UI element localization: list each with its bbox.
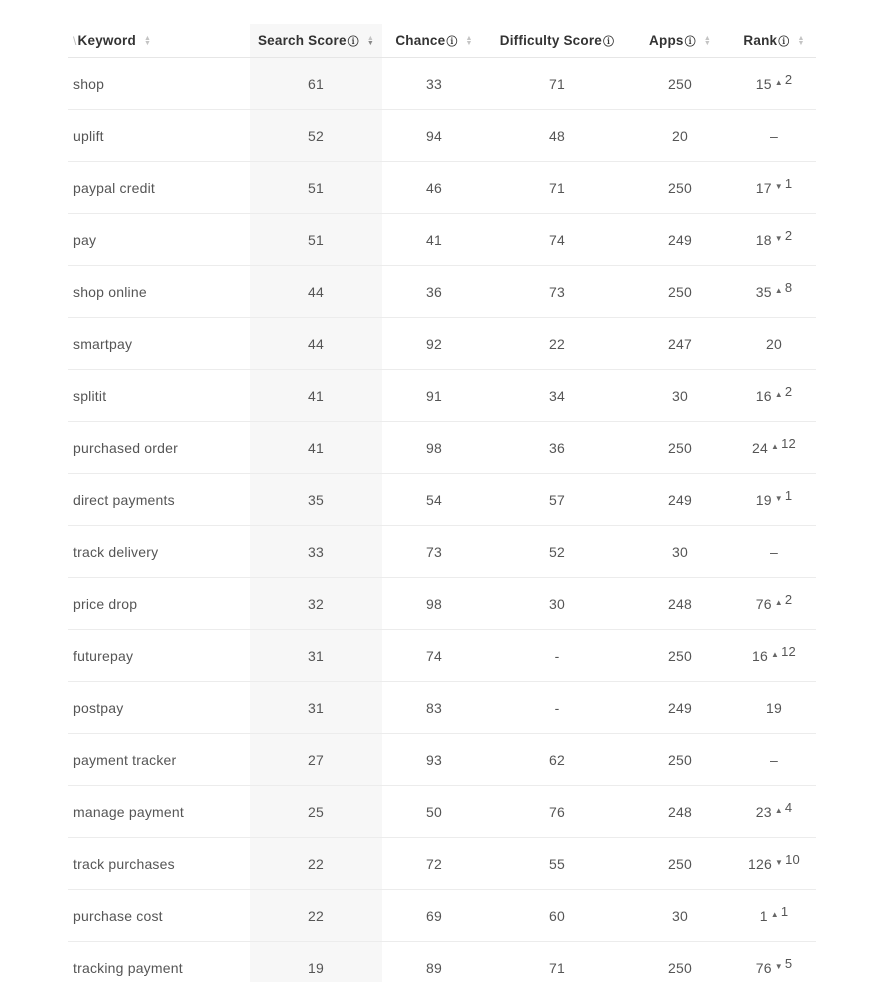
- apps-cell: 250: [668, 283, 692, 300]
- rank-change: 10: [785, 851, 800, 867]
- triangle-up-icon: ▲: [774, 285, 783, 295]
- difficulty-cell: 74: [549, 231, 565, 248]
- table-row[interactable]: [68, 786, 816, 838]
- keyword-cell[interactable]: splitit: [73, 387, 107, 404]
- triangle-up-icon: ▲: [774, 805, 783, 815]
- difficulty-cell: 71: [549, 959, 565, 976]
- apps-cell: 248: [668, 803, 692, 820]
- sort-arrows-icon[interactable]: ▲ ▼: [143, 34, 152, 47]
- rank-cell: [732, 903, 816, 924]
- search-score-cell: 44: [308, 335, 324, 352]
- rank-value: 35: [755, 283, 772, 300]
- chance-cell: 94: [426, 127, 442, 144]
- triangle-up-icon: ▲: [770, 649, 780, 659]
- keyword-cell[interactable]: futurepay: [73, 647, 134, 664]
- rank-value-group: [755, 71, 793, 92]
- chance-cell: 54: [426, 491, 442, 508]
- rank-change: 12: [781, 435, 796, 451]
- triangle-up-icon: ▲: [774, 597, 783, 607]
- apps-cell: 248: [668, 595, 692, 612]
- chance-cell: 93: [426, 751, 442, 768]
- search-score-cell: 22: [308, 855, 324, 872]
- keyword-cell[interactable]: shop online: [73, 283, 147, 300]
- keyword-cell[interactable]: shop: [73, 75, 105, 92]
- difficulty-cell: 52: [549, 543, 565, 560]
- chance-cell: 83: [426, 699, 442, 716]
- rank-change: 2: [784, 591, 793, 607]
- rank-value: 15: [755, 75, 772, 92]
- rank-cell: [732, 279, 816, 300]
- rank-cell: [732, 336, 816, 352]
- rank-value: 19: [755, 491, 772, 508]
- rank-value: 20: [766, 335, 782, 352]
- table-row[interactable]: [68, 630, 816, 682]
- apps-cell: 250: [668, 751, 692, 768]
- rank-change: 4: [784, 799, 793, 815]
- table-row[interactable]: [68, 266, 816, 318]
- chance-cell: 89: [426, 959, 442, 976]
- chance-cell: 98: [426, 595, 442, 612]
- search-score-cell: 51: [308, 179, 324, 196]
- difficulty-cell: 48: [549, 127, 565, 144]
- triangle-down-icon: ▼: [774, 961, 783, 971]
- search-score-cell: 44: [308, 283, 324, 300]
- rank-value: 126: [748, 855, 772, 872]
- rank-value: 18: [755, 231, 772, 248]
- keyword-cell[interactable]: postpay: [73, 699, 124, 716]
- rank-value-group: [770, 128, 778, 144]
- sort-arrows-icon[interactable]: ▲ ▼: [366, 34, 375, 47]
- apps-cell: 250: [668, 179, 692, 196]
- rank-cell: [732, 799, 816, 820]
- search-score-cell: 22: [308, 907, 324, 924]
- search-score-cell: 51: [308, 231, 324, 248]
- rank-change: 1: [784, 175, 793, 191]
- triangle-up-icon: ▲: [774, 77, 783, 87]
- rank-value: 16: [752, 647, 768, 664]
- search-score-cell: 31: [308, 699, 324, 716]
- difficulty-cell: 62: [549, 751, 565, 768]
- difficulty-cell: 30: [549, 595, 565, 612]
- chance-cell: 72: [426, 855, 442, 872]
- header-difficulty-label: Difficulty Score: [499, 33, 603, 48]
- header-keyword-label: Keyword: [77, 33, 136, 48]
- sort-arrows-icon[interactable]: ▲ ▼: [703, 34, 711, 47]
- rank-value: –: [770, 543, 778, 560]
- rank-cell: [732, 128, 816, 144]
- rank-cell: [732, 700, 816, 716]
- difficulty-cell: 36: [549, 439, 565, 456]
- rank-value-group: [755, 383, 793, 404]
- keyword-table: [68, 24, 816, 993]
- table-row[interactable]: [68, 474, 816, 526]
- rank-cell: [732, 591, 816, 612]
- keyword-cell[interactable]: purchased order: [73, 439, 178, 456]
- difficulty-cell: 71: [549, 75, 565, 92]
- rank-value: 16: [755, 387, 772, 404]
- help-circle-icon[interactable]: ⓘ: [446, 35, 458, 48]
- keyword-cell[interactable]: tracking payment: [73, 959, 183, 976]
- rank-value-group: [755, 591, 793, 612]
- help-circle-icon[interactable]: ⓘ: [603, 35, 615, 48]
- triangle-down-icon: ▼: [774, 493, 783, 503]
- rank-value-group: [770, 544, 778, 560]
- table-header: [68, 24, 816, 58]
- chance-cell: 41: [426, 231, 442, 248]
- header-rank[interactable]: [732, 33, 816, 49]
- apps-cell: 20: [672, 127, 688, 144]
- keyword-cell[interactable]: manage payment: [73, 803, 184, 820]
- keyword-cell[interactable]: track purchases: [73, 855, 175, 872]
- chance-cell: 36: [426, 283, 442, 300]
- triangle-down-icon: ▼: [774, 233, 783, 243]
- chance-cell: 33: [426, 75, 442, 92]
- rank-change: 2: [784, 71, 793, 87]
- apps-cell: 249: [668, 231, 692, 248]
- difficulty-cell: -: [554, 647, 560, 664]
- apps-cell: 247: [668, 335, 692, 352]
- apps-cell: 250: [668, 75, 692, 92]
- table-row[interactable]: [68, 422, 816, 474]
- table-row[interactable]: [68, 318, 816, 370]
- table-row[interactable]: [68, 890, 816, 942]
- apps-cell: 250: [668, 855, 692, 872]
- apps-cell: 249: [668, 491, 692, 508]
- apps-cell: 250: [668, 439, 692, 456]
- header-search-score[interactable]: [250, 33, 382, 49]
- difficulty-cell: 55: [549, 855, 565, 872]
- table-row[interactable]: [68, 58, 816, 110]
- keyword-cell[interactable]: payment tracker: [73, 751, 177, 768]
- rank-value-group: [752, 435, 796, 456]
- search-score-cell: 41: [308, 439, 324, 456]
- header-apps[interactable]: [628, 33, 732, 49]
- chance-cell: 91: [426, 387, 442, 404]
- rank-cell: [732, 435, 816, 456]
- apps-cell: 30: [672, 907, 688, 924]
- rank-value-group: [770, 752, 778, 768]
- rank-value: 1: [759, 907, 768, 924]
- keyword-cell[interactable]: paypal credit: [73, 179, 155, 196]
- difficulty-cell: 57: [549, 491, 565, 508]
- rank-change: 2: [784, 227, 793, 243]
- rank-change: 1: [784, 487, 793, 503]
- keyword-cell[interactable]: direct payments: [73, 491, 175, 508]
- search-score-cell: 27: [308, 751, 324, 768]
- rank-cell: [732, 383, 816, 404]
- rank-value-group: [755, 955, 793, 976]
- help-circle-icon[interactable]: ⓘ: [684, 35, 696, 48]
- rank-value: 76: [755, 959, 772, 976]
- search-score-cell: 19: [308, 959, 324, 976]
- rank-cell: [732, 752, 816, 768]
- rank-value-group: [766, 336, 782, 352]
- apps-cell: 250: [668, 959, 692, 976]
- triangle-up-icon: ▲: [770, 909, 779, 919]
- rank-cell: [732, 175, 816, 196]
- table-row[interactable]: [68, 682, 816, 734]
- table-row[interactable]: [68, 526, 816, 578]
- table-row[interactable]: [68, 214, 816, 266]
- difficulty-cell: 60: [549, 907, 565, 924]
- rank-cell: [732, 71, 816, 92]
- rank-cell: [732, 851, 816, 872]
- rank-change: 5: [784, 955, 793, 971]
- table-row[interactable]: [68, 838, 816, 890]
- search-score-cell: 31: [308, 647, 324, 664]
- header-apps-label: Apps: [649, 33, 684, 48]
- rank-value-group: [748, 851, 800, 872]
- apps-cell: 249: [668, 699, 692, 716]
- help-circle-icon[interactable]: ⓘ: [778, 35, 790, 48]
- rank-value-group: [755, 227, 793, 248]
- difficulty-cell: 76: [549, 803, 565, 820]
- rank-value-group: [755, 175, 793, 196]
- chance-cell: 46: [426, 179, 442, 196]
- rank-cell: [732, 544, 816, 560]
- header-rank-label: Rank: [743, 33, 778, 48]
- rank-value: 17: [755, 179, 772, 196]
- difficulty-cell: 73: [549, 283, 565, 300]
- table-row[interactable]: [68, 110, 816, 162]
- rank-cell: [732, 643, 816, 664]
- chance-cell: 69: [426, 907, 442, 924]
- search-score-cell: 41: [308, 387, 324, 404]
- rank-value: –: [770, 751, 778, 768]
- chance-cell: 74: [426, 647, 442, 664]
- header-keyword[interactable]: [68, 33, 250, 48]
- header-chance[interactable]: [382, 33, 486, 49]
- rank-value: 23: [755, 803, 772, 820]
- rank-value-group: [766, 700, 782, 716]
- rank-change: 8: [784, 279, 793, 295]
- header-search-score-label: Search Score: [257, 33, 347, 48]
- keyword-cell[interactable]: purchase cost: [73, 907, 163, 924]
- rank-value-group: [755, 799, 793, 820]
- sort-arrows-icon[interactable]: ▲ ▼: [797, 34, 805, 47]
- triangle-down-icon: ▼: [774, 857, 784, 867]
- apps-cell: 250: [668, 647, 692, 664]
- rank-value-group: [755, 487, 793, 508]
- keyword-cell[interactable]: uplift: [73, 127, 104, 144]
- chance-cell: 73: [426, 543, 442, 560]
- search-score-cell: 32: [308, 595, 324, 612]
- table-body: [68, 58, 816, 993]
- triangle-down-icon: ▼: [774, 181, 783, 191]
- search-score-cell: 25: [308, 803, 324, 820]
- keyword-cell[interactable]: track delivery: [73, 543, 159, 560]
- rank-value: –: [770, 127, 778, 144]
- help-circle-icon[interactable]: ⓘ: [347, 35, 359, 48]
- rank-value: 19: [766, 699, 782, 716]
- rank-cell: [732, 227, 816, 248]
- chance-cell: 92: [426, 335, 442, 352]
- chance-cell: 98: [426, 439, 442, 456]
- table-row[interactable]: [68, 370, 816, 422]
- chance-cell: 50: [426, 803, 442, 820]
- apps-cell: 30: [672, 543, 688, 560]
- search-score-cell: 33: [308, 543, 324, 560]
- difficulty-cell: 22: [549, 335, 565, 352]
- rank-change: 12: [781, 643, 796, 659]
- keyword-cell[interactable]: price drop: [73, 595, 138, 612]
- difficulty-cell: 34: [549, 387, 565, 404]
- rank-value: 24: [752, 439, 768, 456]
- header-difficulty-score[interactable]: [486, 33, 628, 49]
- difficulty-cell: 71: [549, 179, 565, 196]
- rank-value-group: [759, 903, 789, 924]
- rank-value-group: [755, 279, 793, 300]
- keyword-cell[interactable]: smartpay: [73, 335, 133, 352]
- search-score-cell: 35: [308, 491, 324, 508]
- rank-change: 1: [780, 903, 789, 919]
- header-chance-label: Chance: [395, 33, 446, 48]
- table-row[interactable]: [68, 942, 816, 993]
- keyword-cell[interactable]: pay: [73, 231, 97, 248]
- table-row[interactable]: [68, 578, 816, 630]
- triangle-up-icon: ▲: [770, 441, 780, 451]
- resize-handle-icon: \: [73, 33, 77, 48]
- rank-cell: [732, 955, 816, 976]
- rank-change: 2: [784, 383, 793, 399]
- triangle-up-icon: ▲: [774, 389, 783, 399]
- rank-value-group: [752, 643, 796, 664]
- search-score-cell: 52: [308, 127, 324, 144]
- table-row[interactable]: [68, 734, 816, 786]
- apps-cell: 30: [672, 387, 688, 404]
- table-row[interactable]: [68, 162, 816, 214]
- sort-arrows-icon[interactable]: ▲ ▼: [465, 34, 473, 47]
- difficulty-cell: -: [554, 699, 560, 716]
- search-score-cell: 61: [308, 75, 324, 92]
- rank-cell: [732, 487, 816, 508]
- rank-value: 76: [755, 595, 772, 612]
